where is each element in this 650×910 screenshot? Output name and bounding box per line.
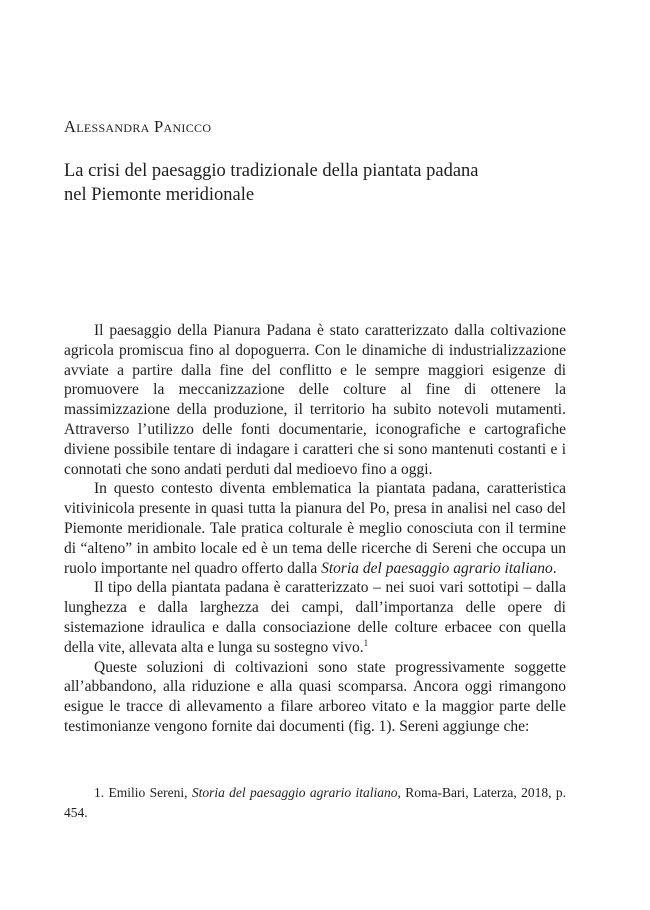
- footnote-book-title: Storia del paesaggio agrario italiano: [191, 785, 398, 800]
- paragraph-2: [64, 479, 566, 578]
- footnote-reference: 1: [363, 637, 369, 648]
- paragraph-2-end: .: [552, 559, 557, 577]
- footnote-rest: , Roma-Bari, Laterza, 2018, p. 454.: [64, 785, 566, 820]
- article-title: [64, 159, 604, 207]
- author-name: Alessandra Panicco: [64, 117, 212, 136]
- book-title-citation: Storia del paesaggio agrario italiano: [321, 559, 553, 577]
- paragraph-3: [64, 578, 566, 657]
- paragraph-2-text: In questo contesto diventa emblematica la piantata padana, caratteristica vitivinicola presente in quasi tutta la pianura del Po, presa in analisi nel caso del Piemonte meridionale. Tale pratica colturale è meglio conosciuta con il termine di “alteno” in ambito locale ed è un tema delle ricerche di Sereni che occupa un ruolo importante nel quadro offerto dalla: [64, 480, 566, 577]
- title-line-2: nel Piemonte meridionale: [64, 185, 255, 205]
- footnote-lead: 1. Emilio Sereni,: [94, 785, 192, 800]
- paragraph-1: Il paesaggio della Pianura Padana è stato caratterizzato dalla coltivazione agricola promiscua fino al dopoguerra. Con le dinamiche di industrializzazione avviate a partire dalla fine del conflitto e le sempre maggiori esigenze di promuovere la meccanizzazione delle colture al fine di ottenere la massimizzazione della produzione, il territorio ha subito notevoli mutamenti. Attraverso l’utilizzo delle fonti documentarie, iconografiche e cartografiche diviene possibile tentare di indagare i caratteri che si sono mantenuti costanti e i connotati che sono andati perduti dal medioevo fino a oggi.: [64, 322, 566, 478]
- paragraph-4: Queste soluzioni di coltivazioni sono state progressivamente soggette all’abbandono, alla riduzione e alla quasi scomparsa. Ancora oggi rimangono esigue le tracce di allevamento a filare arboreo vitato e la maggior parte delle testimonianze vengono fornite dai documenti (fig. 1). Sereni aggiunge che:: [64, 658, 566, 735]
- title-line-1: La crisi del paesaggio tradizionale della piantata padana: [64, 161, 479, 181]
- paragraph-3-text: Il tipo della piantata padana è caratterizzato – nei suoi vari sottotipi – dalla lunghezza e dalla larghezza dei campi, dall’importanza delle opere di sistemazione idraulica e dalla consociazione delle colture erbacee con quella della vite, allevata alta e lunga su sostegno vivo.: [64, 579, 566, 656]
- article-body: [64, 321, 566, 737]
- footnote-1: [64, 783, 566, 822]
